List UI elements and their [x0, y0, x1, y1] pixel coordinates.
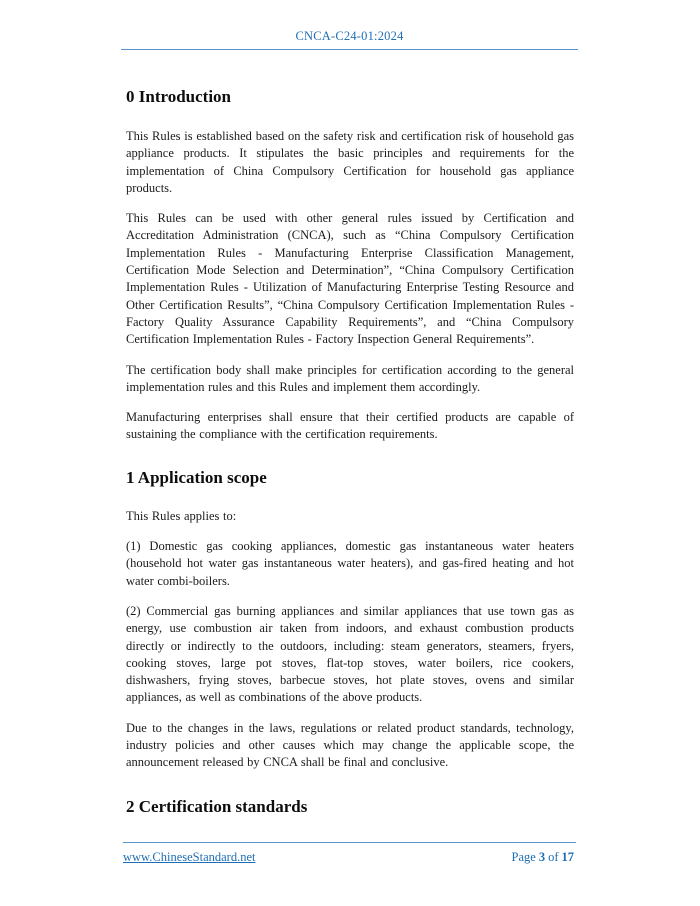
scope-paragraph-1: This Rules applies to:: [126, 508, 237, 523]
page-header: [121, 0, 578, 50]
intro-paragraph-3: The certification body shall make principles for certification according to the general implementation rules and this Rules and implement them accordingly.: [126, 362, 574, 394]
scope-paragraph-4: Due to the changes in the laws, regulations or related product standards, technology, industry policies and other causes which may change the applicable scope, the announcement released by CNCA shall be final and conclusive.: [126, 720, 574, 770]
of-label: of: [548, 850, 559, 864]
website-link[interactable]: www.ChineseStandard.net: [123, 850, 256, 864]
section-heading-certification-standards: 2 Certification standards: [126, 796, 308, 816]
page-number: 3: [538, 850, 546, 864]
intro-paragraph-2: This Rules can be used with other general rules issued by Certification and Accreditation Administration (CNCA), such as “China Compulsory Certification Implementation Rules - Manufacturing Enterprise Classification Management, Certification Mode Selection and Determination”, “China Compulsory Certification Implementation Rules - Utilization of Manufacturing Enterprise Testing Resource and Other Certification Results”, “China Compulsory Certification Implementation Rules - Factory Quality Assurance Capability Requirements”, and “China Compulsory Certification Implementation Rules - Factory Inspection General Requirements”.: [126, 211, 574, 347]
doc-number: CNCA-C24-01:2024: [295, 29, 404, 43]
section-heading-application-scope: 1 Application scope: [126, 467, 267, 487]
document-content: [126, 86, 574, 818]
page-label: Page: [511, 850, 536, 864]
total-pages: 17: [561, 850, 574, 864]
page-indicator: [511, 850, 576, 865]
intro-paragraph-4: Manufacturing enterprises shall ensure that their certified products are capable of sustaining the compliance with the certification requirements.: [126, 410, 574, 442]
intro-paragraph-1: This Rules is established based on the safety risk and certification risk of household gas appliance products. It stipulates the basic principles and requirements for the implementation of China Compulsory Certification for household gas appliance products.: [126, 129, 574, 195]
page-footer: [123, 842, 576, 865]
section-heading-introduction: 0 Introduction: [126, 87, 232, 106]
scope-paragraph-3: (2) Commercial gas burning appliances and similar appliances that use town gas as energy, use combustion air taken from indoors, and exhaust combustion products directly or indirectly to the outdoors, including: steam generators, steamers, fryers, cooking stoves, large pot stoves, flat-top stoves, water boilers, rice cookers, dishwashers, frying stoves, barbecue stoves, hot plate stoves, ovens and similar appliances, as well as combinations of the above products.: [126, 603, 574, 705]
scope-paragraph-2: (1) Domestic gas cooking appliances, domestic gas instantaneous water heaters (household hot water gas instantaneous water heaters), and gas-fired heating and hot water combi-boilers.: [126, 539, 574, 588]
